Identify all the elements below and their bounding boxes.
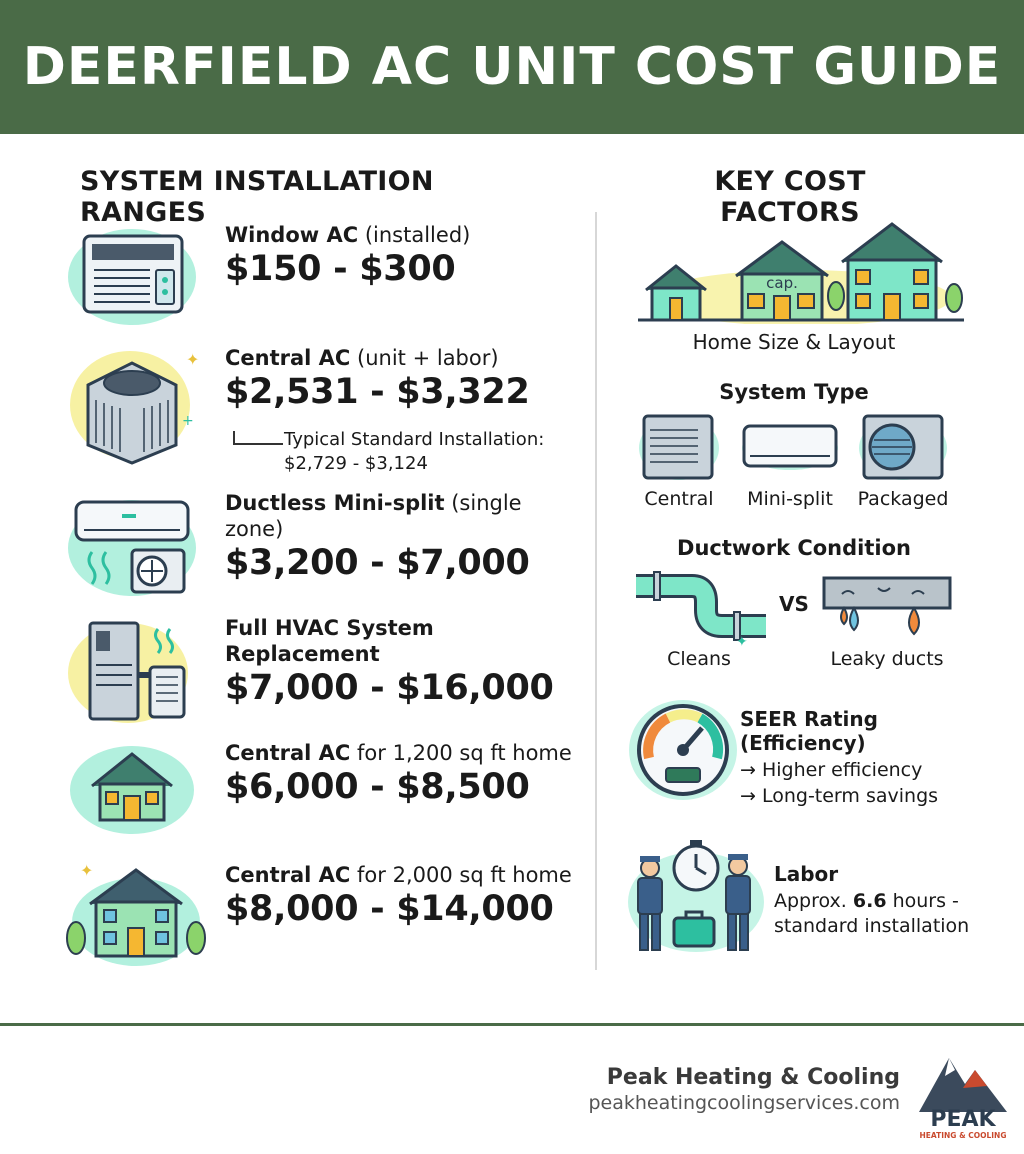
item-price: $3,200 - $7,000 [225,543,530,583]
home-size-caption: Home Size & Layout [692,330,896,354]
labor-approx: Approx. [774,890,853,912]
seer-gauge-icon [628,698,738,802]
central-unit-icon [638,410,720,482]
seer-point-2: → Long-term savings [740,785,939,807]
item-name: Full HVAC System Replacement [225,616,434,666]
ductwork-vs: VS [779,592,809,616]
footer-divider [0,1023,1024,1026]
seer-text-block [740,707,1010,807]
ductwork-leaky-caption: Leaky ducts [830,648,944,670]
cost-item-central-ac [62,345,582,480]
item-name: Central AC [225,863,351,887]
ductwork-heading: Ductwork Condition [677,536,911,560]
seer-heading: SEER Rating (Efficiency) [740,707,878,755]
svg-text:✦: ✦ [736,634,748,646]
item-name: Ductless Mini-split [225,491,445,515]
system-type-heading: System Type [719,380,869,404]
item-qualifier: (installed) [364,223,471,247]
item-name: Central AC [225,346,351,370]
cost-item-mini-split [62,490,582,600]
header-banner [0,0,1024,134]
item-price: $6,000 - $8,500 [225,767,530,807]
cost-item-full-hvac [62,615,582,725]
item-price: $150 - $300 [225,249,456,289]
item-name: Window AC [225,223,359,247]
small-house-icon [62,740,202,850]
house-sign-text: cap. [766,274,798,292]
mini-split-unit-icon [740,420,840,472]
logo-sub: HEATING & COOLING [919,1131,1007,1140]
large-house-icon [62,862,212,972]
leaky-duct-icon [822,574,952,640]
sub-connector-line [233,431,283,445]
item-qualifier: (single zone) [225,491,522,541]
item-sub-label: Typical Standard Installation: [284,429,545,450]
cost-item-central-2000 [62,862,582,982]
cost-item-window-ac [62,222,582,332]
page-title: DEERFIELD AC UNIT COST GUIDE [22,37,1002,97]
item-qualifier: for 2,000 sq ft home [357,863,572,887]
item-price: $7,000 - $16,000 [225,668,554,708]
left-column-title: SYSTEM INSTALLATION RANGES [80,166,434,228]
svg-text:✦: ✦ [186,350,200,369]
packaged-unit-icon [858,410,948,482]
seer-point-1: → Higher efficiency [740,759,923,781]
labor-standard: standard installation [774,915,970,937]
company-url[interactable]: peakheatingcoolingservices.com [588,1092,900,1114]
logo-word: PEAK [930,1107,996,1132]
window-ac-icon [62,222,202,332]
labor-hours-unit: hours - [886,890,959,912]
column-divider [595,212,597,970]
system-type-central: Central [644,488,714,510]
item-sub-value: $2,729 - $3,124 [284,453,428,474]
company-name: Peak Heating & Cooling [606,1065,900,1090]
labor-heading: Labor [774,862,839,886]
system-type-mini-split: Mini-split [747,488,833,510]
cost-item-central-1200 [62,740,582,850]
svg-text:✦: ✦ [80,862,94,880]
system-type-packaged: Packaged [857,488,949,510]
clean-duct-icon [636,570,766,646]
labor-workers-icon [626,838,766,954]
ductwork-clean-caption: Cleans [667,648,731,670]
item-qualifier: for 1,200 sq ft home [357,741,572,765]
item-price: $2,531 - $3,322 [225,372,530,412]
home-size-houses-icon [636,218,966,324]
central-ac-icon [62,345,202,465]
item-qualifier: (unit + labor) [357,346,499,370]
labor-hours: 6.6 [852,890,887,912]
svg-text:+: + [182,413,194,429]
item-name: Central AC [225,741,351,765]
peak-logo-icon [915,1050,1010,1140]
mini-split-icon [62,490,202,600]
item-price: $8,000 - $14,000 [225,889,554,929]
hvac-system-icon [62,615,202,725]
labor-text-block [774,862,1004,939]
right-column-title: KEY COST FACTORS [714,166,866,228]
